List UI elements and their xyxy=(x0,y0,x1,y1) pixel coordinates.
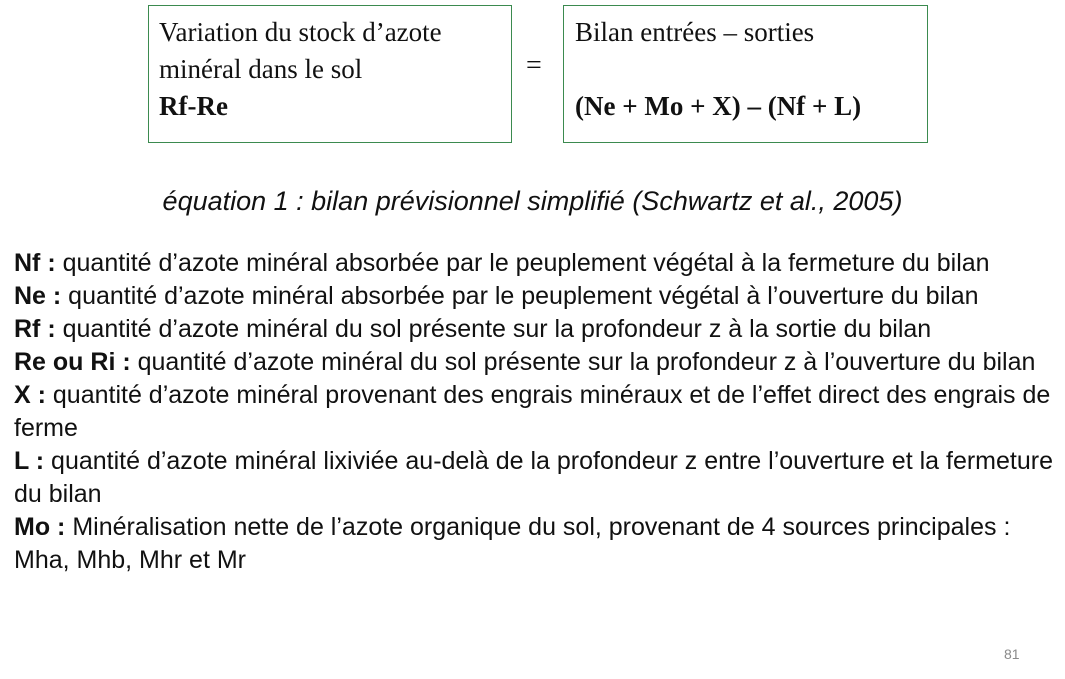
right-box-spacer xyxy=(575,51,917,88)
page-number: 81 xyxy=(1004,646,1020,662)
definition-term: L : xyxy=(14,447,45,475)
definition-text: Minéralisation nette de l’azote organique du sol, provenant de 4 sources principales : Mha, Mhb, Mhr et Mr xyxy=(14,513,1011,574)
definition-text: quantité d’azote minéral absorbée par le peuplement végétal à l’ouverture du bilan xyxy=(61,282,979,310)
definition-term: X : xyxy=(14,381,46,409)
definition-term: Rf : xyxy=(14,315,56,343)
definition-nf xyxy=(14,247,1054,280)
left-box-line-1: Variation du stock d’azote xyxy=(159,17,442,47)
right-box-line-1: Bilan entrées – sorties xyxy=(575,17,815,47)
definition-ne xyxy=(14,280,1054,313)
equation-left-box xyxy=(148,5,512,143)
equals-sign: = xyxy=(526,50,542,81)
definition-term: Mo : xyxy=(14,513,66,541)
definition-text: quantité d’azote minéral lixiviée au-delà de la profondeur z entre l’ouverture et la fermeture du bilan xyxy=(14,447,1053,508)
definition-text: quantité d’azote minéral absorbée par le peuplement végétal à la fermeture du bilan xyxy=(55,249,990,277)
definition-term: Ne : xyxy=(14,282,62,310)
definition-term: Re ou Ri : xyxy=(14,348,131,376)
left-box-line-2: minéral dans le sol xyxy=(159,54,363,84)
definition-re-ri xyxy=(14,346,1054,379)
definition-text: quantité d’azote minéral du sol présente sur la profondeur z à la sortie du bilan xyxy=(55,315,932,343)
definition-x xyxy=(14,379,1054,445)
equation-caption: équation 1 : bilan prévisionnel simplifié (Schwartz et al., 2005) xyxy=(162,186,903,216)
equation-right-box xyxy=(563,5,928,143)
definition-mo xyxy=(14,511,1054,577)
definition-rf xyxy=(14,313,1054,346)
definitions-list xyxy=(14,247,1054,577)
right-box-formula: (Ne + Mo + X) – (Nf + L) xyxy=(575,91,862,121)
definition-text: quantité d’azote minéral du sol présente sur la profondeur z à l’ouverture du bilan xyxy=(130,348,1036,376)
definition-text: quantité d’azote minéral provenant des engrais minéraux et de l’effet direct des engrais de ferme xyxy=(14,381,1051,442)
definition-l xyxy=(14,445,1054,511)
left-box-formula: Rf-Re xyxy=(159,91,228,121)
definition-term: Nf : xyxy=(14,249,56,277)
